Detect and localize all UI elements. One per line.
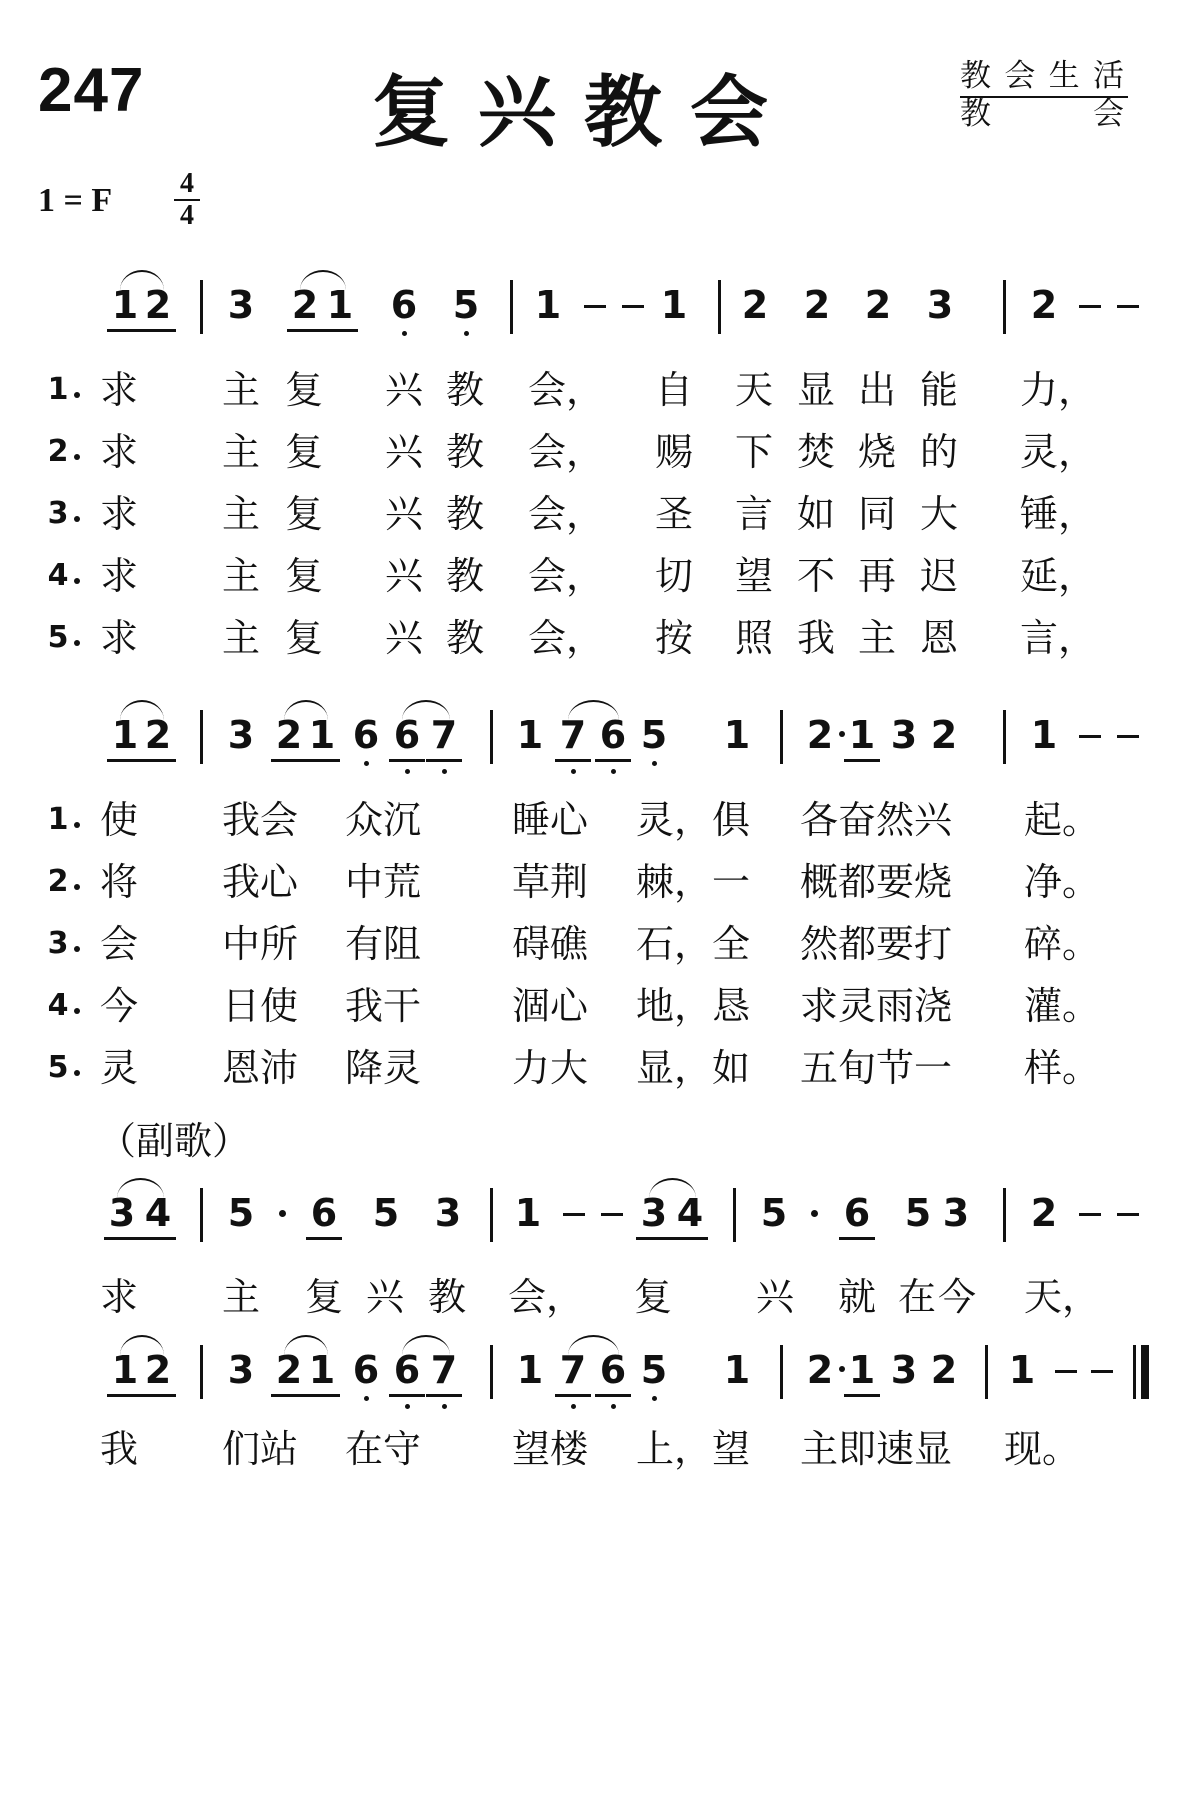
barline <box>985 1345 988 1399</box>
barline <box>200 280 203 334</box>
lyric: 在守 <box>345 1427 422 1471</box>
dash <box>1079 305 1101 308</box>
barline <box>1003 280 1006 334</box>
lyric: 五旬节一 <box>800 1046 953 1090</box>
lyric: 主 <box>222 430 261 474</box>
lyric: 天 <box>735 368 774 412</box>
note: 3 <box>890 1348 918 1392</box>
verse-number: 4 <box>47 988 69 1023</box>
note: 1 <box>304 715 340 755</box>
verse-number: 2 <box>47 434 69 469</box>
note: 1 <box>844 715 880 755</box>
lyric: 然都要打 <box>800 922 953 966</box>
note: 2 <box>864 283 892 327</box>
verse-number: 3 <box>47 926 69 961</box>
note: 1 <box>304 1350 340 1390</box>
dash <box>1091 1370 1113 1373</box>
lyric: 概都要烧 <box>800 860 953 904</box>
lyric: 如 <box>797 492 836 536</box>
lyric: 锤， <box>1020 492 1097 536</box>
barline <box>200 1345 203 1399</box>
slur <box>120 270 164 290</box>
note: 6 <box>595 715 631 755</box>
note: 2 <box>271 715 307 755</box>
lyric: 灵， <box>1020 430 1097 474</box>
note: 2 <box>271 1350 307 1390</box>
lyric: 再 <box>858 554 897 598</box>
lyric: 求 <box>100 492 139 536</box>
lyric: 教 <box>446 554 485 598</box>
note: 3 <box>926 283 954 327</box>
barline <box>780 710 783 764</box>
note: 3 <box>890 713 918 757</box>
note: 1 <box>516 1348 544 1392</box>
lyric: 显 <box>797 368 836 412</box>
verse-number: 1 <box>47 802 69 837</box>
barline <box>490 710 493 764</box>
note: 1 <box>107 1350 143 1390</box>
time-sig-bottom: 4 <box>180 200 194 231</box>
note: 2 <box>806 713 834 757</box>
lyric: 求 <box>100 430 139 474</box>
slur <box>568 700 619 720</box>
lyric: 会， <box>528 430 605 474</box>
dash <box>1117 735 1139 738</box>
lyric: 碍礁 <box>512 922 589 966</box>
lyric: 睡心 <box>512 798 589 842</box>
note: 1 <box>844 1350 880 1390</box>
note: 4 <box>672 1193 708 1233</box>
lyric: 就 <box>838 1275 877 1319</box>
lyric: 们站 <box>222 1427 299 1471</box>
lyric: 主 <box>222 1275 261 1319</box>
note: 7 <box>426 715 462 755</box>
barline <box>490 1345 493 1399</box>
augmentation-dot <box>279 1210 286 1217</box>
note: 2 <box>287 285 323 325</box>
note: 3 <box>227 713 255 757</box>
lyric: 复 <box>285 616 324 660</box>
lyric: 今 <box>938 1275 977 1319</box>
note: 6 <box>348 715 384 755</box>
note: 2 <box>140 715 176 755</box>
dash <box>1079 1213 1101 1216</box>
final-barline-thick <box>1141 1345 1149 1399</box>
source-lyrics: 教会生活 <box>960 50 1128 98</box>
hymn-title: 复兴教会 <box>372 68 797 158</box>
note: 5 <box>636 715 672 755</box>
lyric: 我 <box>797 616 836 660</box>
lyric: 会 <box>100 922 139 966</box>
augmentation-dot <box>811 1210 818 1217</box>
source-music: 教会 <box>960 96 1128 132</box>
note: 1 <box>322 285 358 325</box>
chorus-label: （副歌） <box>98 1119 251 1163</box>
lyric: 中荒 <box>345 860 422 904</box>
lyric: 教 <box>428 1275 467 1319</box>
lyric: 主 <box>222 616 261 660</box>
lyric: 力大 <box>512 1046 589 1090</box>
lyric: 复 <box>285 492 324 536</box>
lyric: 涸心 <box>512 984 589 1028</box>
lyric: 复 <box>634 1275 673 1319</box>
lyric: 我干 <box>345 984 422 1028</box>
lyric: 复 <box>285 430 324 474</box>
verse-number: 4 <box>47 558 69 593</box>
lyric: 主即速显 <box>800 1427 953 1471</box>
lyric: 草荆 <box>512 860 589 904</box>
lyric: 现。 <box>1004 1427 1081 1471</box>
lyric: 力， <box>1020 368 1097 412</box>
lyric: 恩沛 <box>222 1046 299 1090</box>
note: 5 <box>904 1191 932 1235</box>
note: 2 <box>1030 1191 1058 1235</box>
note: 1 <box>534 283 562 327</box>
verse-number: 3 <box>47 496 69 531</box>
lyric: 我心 <box>222 860 299 904</box>
lyric: 会， <box>508 1275 585 1319</box>
lyric: 主 <box>222 368 261 412</box>
barline <box>780 1345 783 1399</box>
note: 2 <box>930 713 958 757</box>
lyric: 恩 <box>920 616 959 660</box>
lyric: 兴 <box>385 368 424 412</box>
lyric: 求 <box>100 1275 139 1319</box>
lyric: 会， <box>528 554 605 598</box>
slur <box>568 1335 619 1355</box>
key-signature: 1 = F <box>38 182 113 219</box>
lyric: 灌。 <box>1024 984 1101 1028</box>
slur <box>120 700 164 720</box>
lyric: 同 <box>858 492 897 536</box>
note: 7 <box>555 1350 591 1390</box>
dash <box>1055 1370 1077 1373</box>
lyric: 复 <box>285 368 324 412</box>
note: 5 <box>760 1191 788 1235</box>
lyric: 会， <box>528 368 605 412</box>
slur <box>284 1335 328 1355</box>
lyric: 教 <box>446 430 485 474</box>
lyric: 求 <box>100 554 139 598</box>
note: 2 <box>806 1348 834 1392</box>
lyric: 言， <box>1020 616 1097 660</box>
lyric: 教 <box>446 616 485 660</box>
dash <box>584 305 606 308</box>
note: 1 <box>514 1191 542 1235</box>
note: 6 <box>389 1350 425 1390</box>
time-sig-top: 4 <box>180 168 194 199</box>
slur <box>300 270 346 290</box>
lyric: 求 <box>100 616 139 660</box>
verse-number: 1 <box>47 372 69 407</box>
lyric: 样。 <box>1024 1046 1101 1090</box>
lyric: 切 <box>655 554 694 598</box>
lyric: 下 <box>735 430 774 474</box>
time-signature <box>174 170 200 230</box>
barline <box>1003 1188 1006 1242</box>
lyric: 使 <box>100 798 139 842</box>
note: 6 <box>595 1350 631 1390</box>
lyric: 兴 <box>385 554 424 598</box>
slur <box>117 1178 164 1198</box>
lyric: 显，如 <box>636 1046 751 1090</box>
lyric: 不 <box>797 554 836 598</box>
note: 3 <box>636 1193 672 1233</box>
lyric: 求灵雨浇 <box>800 984 953 1028</box>
verse-number: 2 <box>47 864 69 899</box>
lyric: 主 <box>858 616 897 660</box>
lyric: 会， <box>528 492 605 536</box>
note: 3 <box>227 1348 255 1392</box>
note: 7 <box>555 715 591 755</box>
lyric: 主 <box>222 554 261 598</box>
note: 6 <box>389 715 425 755</box>
note: 1 <box>1008 1348 1036 1392</box>
lyric: 棘，一 <box>636 860 751 904</box>
lyric: 焚 <box>797 430 836 474</box>
dash <box>563 1213 585 1216</box>
lyric: 延， <box>1020 554 1097 598</box>
lyric: 言 <box>735 492 774 536</box>
lyric: 中所 <box>222 922 299 966</box>
lyric: 碎。 <box>1024 922 1101 966</box>
note: 2 <box>140 1350 176 1390</box>
note: 1 <box>516 713 544 757</box>
barline <box>510 280 513 334</box>
note: 1 <box>660 283 688 327</box>
note: 6 <box>306 1193 342 1233</box>
lyric: 起。 <box>1024 798 1101 842</box>
note: 2 <box>140 285 176 325</box>
lyric: 复 <box>305 1275 344 1319</box>
note: 3 <box>227 283 255 327</box>
note: 2 <box>803 283 831 327</box>
lyric: 各奋然兴 <box>800 798 953 842</box>
lyric: 出 <box>858 368 897 412</box>
note: 1 <box>107 715 143 755</box>
lyric: 众沉 <box>345 798 422 842</box>
lyric: 赐 <box>655 430 694 474</box>
barline <box>200 1188 203 1242</box>
barline <box>200 710 203 764</box>
lyric: 兴 <box>385 430 424 474</box>
lyric: 我 <box>100 1427 139 1471</box>
lyric: 今 <box>100 984 139 1028</box>
note: 5 <box>636 1350 672 1390</box>
lyric: 望楼 <box>512 1427 589 1471</box>
lyric: 有阻 <box>345 922 422 966</box>
lyric: 灵，俱 <box>636 798 751 842</box>
dash <box>622 305 644 308</box>
lyric: 我会 <box>222 798 299 842</box>
barline <box>733 1188 736 1242</box>
lyric: 教 <box>446 368 485 412</box>
note: 2 <box>741 283 769 327</box>
note: 2 <box>930 1348 958 1392</box>
lyric: 迟 <box>920 554 959 598</box>
note: 1 <box>107 285 143 325</box>
verse-number: 5 <box>47 1050 69 1085</box>
lyric: 大 <box>920 492 959 536</box>
note: 3 <box>434 1191 462 1235</box>
note: 3 <box>942 1191 970 1235</box>
lyric: 会， <box>528 616 605 660</box>
note: 7 <box>426 1350 462 1390</box>
note: 6 <box>839 1193 875 1233</box>
dash <box>1079 735 1101 738</box>
note: 1 <box>723 713 751 757</box>
barline <box>718 280 721 334</box>
lyric: 灵 <box>100 1046 139 1090</box>
slur <box>284 700 328 720</box>
note: 2 <box>1030 283 1058 327</box>
slur <box>649 1178 696 1198</box>
lyric: 的 <box>920 430 959 474</box>
barline <box>1003 710 1006 764</box>
dash <box>601 1213 623 1216</box>
hymn-number: 247 <box>38 56 145 125</box>
lyric: 净。 <box>1024 860 1101 904</box>
note: 5 <box>372 1191 400 1235</box>
note: 3 <box>104 1193 140 1233</box>
lyric: 圣 <box>655 492 694 536</box>
note: 5 <box>448 285 484 325</box>
lyric: 上，望 <box>636 1427 751 1471</box>
lyric: 自 <box>655 368 694 412</box>
note: 1 <box>1030 713 1058 757</box>
lyric: 兴 <box>385 616 424 660</box>
lyric: 望 <box>735 554 774 598</box>
lyric: 主 <box>222 492 261 536</box>
note: 1 <box>723 1348 751 1392</box>
slur <box>120 1335 164 1355</box>
slur <box>402 700 450 720</box>
barline <box>490 1188 493 1242</box>
verse-number: 5 <box>47 620 69 655</box>
lyric: 在 <box>898 1275 937 1319</box>
lyric: 兴 <box>385 492 424 536</box>
note: 6 <box>386 285 422 325</box>
lyric: 降灵 <box>345 1046 422 1090</box>
lyric: 能 <box>920 368 959 412</box>
final-barline <box>1133 1345 1136 1399</box>
dash <box>1117 305 1139 308</box>
lyric: 日使 <box>222 984 299 1028</box>
slur <box>402 1335 450 1355</box>
lyric: 兴 <box>756 1275 795 1319</box>
lyric: 烧 <box>858 430 897 474</box>
lyric: 按 <box>655 616 694 660</box>
lyric: 照 <box>735 616 774 660</box>
lyric: 将 <box>100 860 139 904</box>
note: 4 <box>140 1193 176 1233</box>
lyric: 求 <box>100 368 139 412</box>
lyric: 复 <box>285 554 324 598</box>
lyric: 地，恳 <box>636 984 751 1028</box>
lyric: 石，全 <box>636 922 751 966</box>
lyric: 天， <box>1024 1275 1101 1319</box>
note: 6 <box>348 1350 384 1390</box>
lyric: 兴 <box>366 1275 405 1319</box>
note: 5 <box>227 1191 255 1235</box>
lyric: 教 <box>446 492 485 536</box>
dash <box>1117 1213 1139 1216</box>
